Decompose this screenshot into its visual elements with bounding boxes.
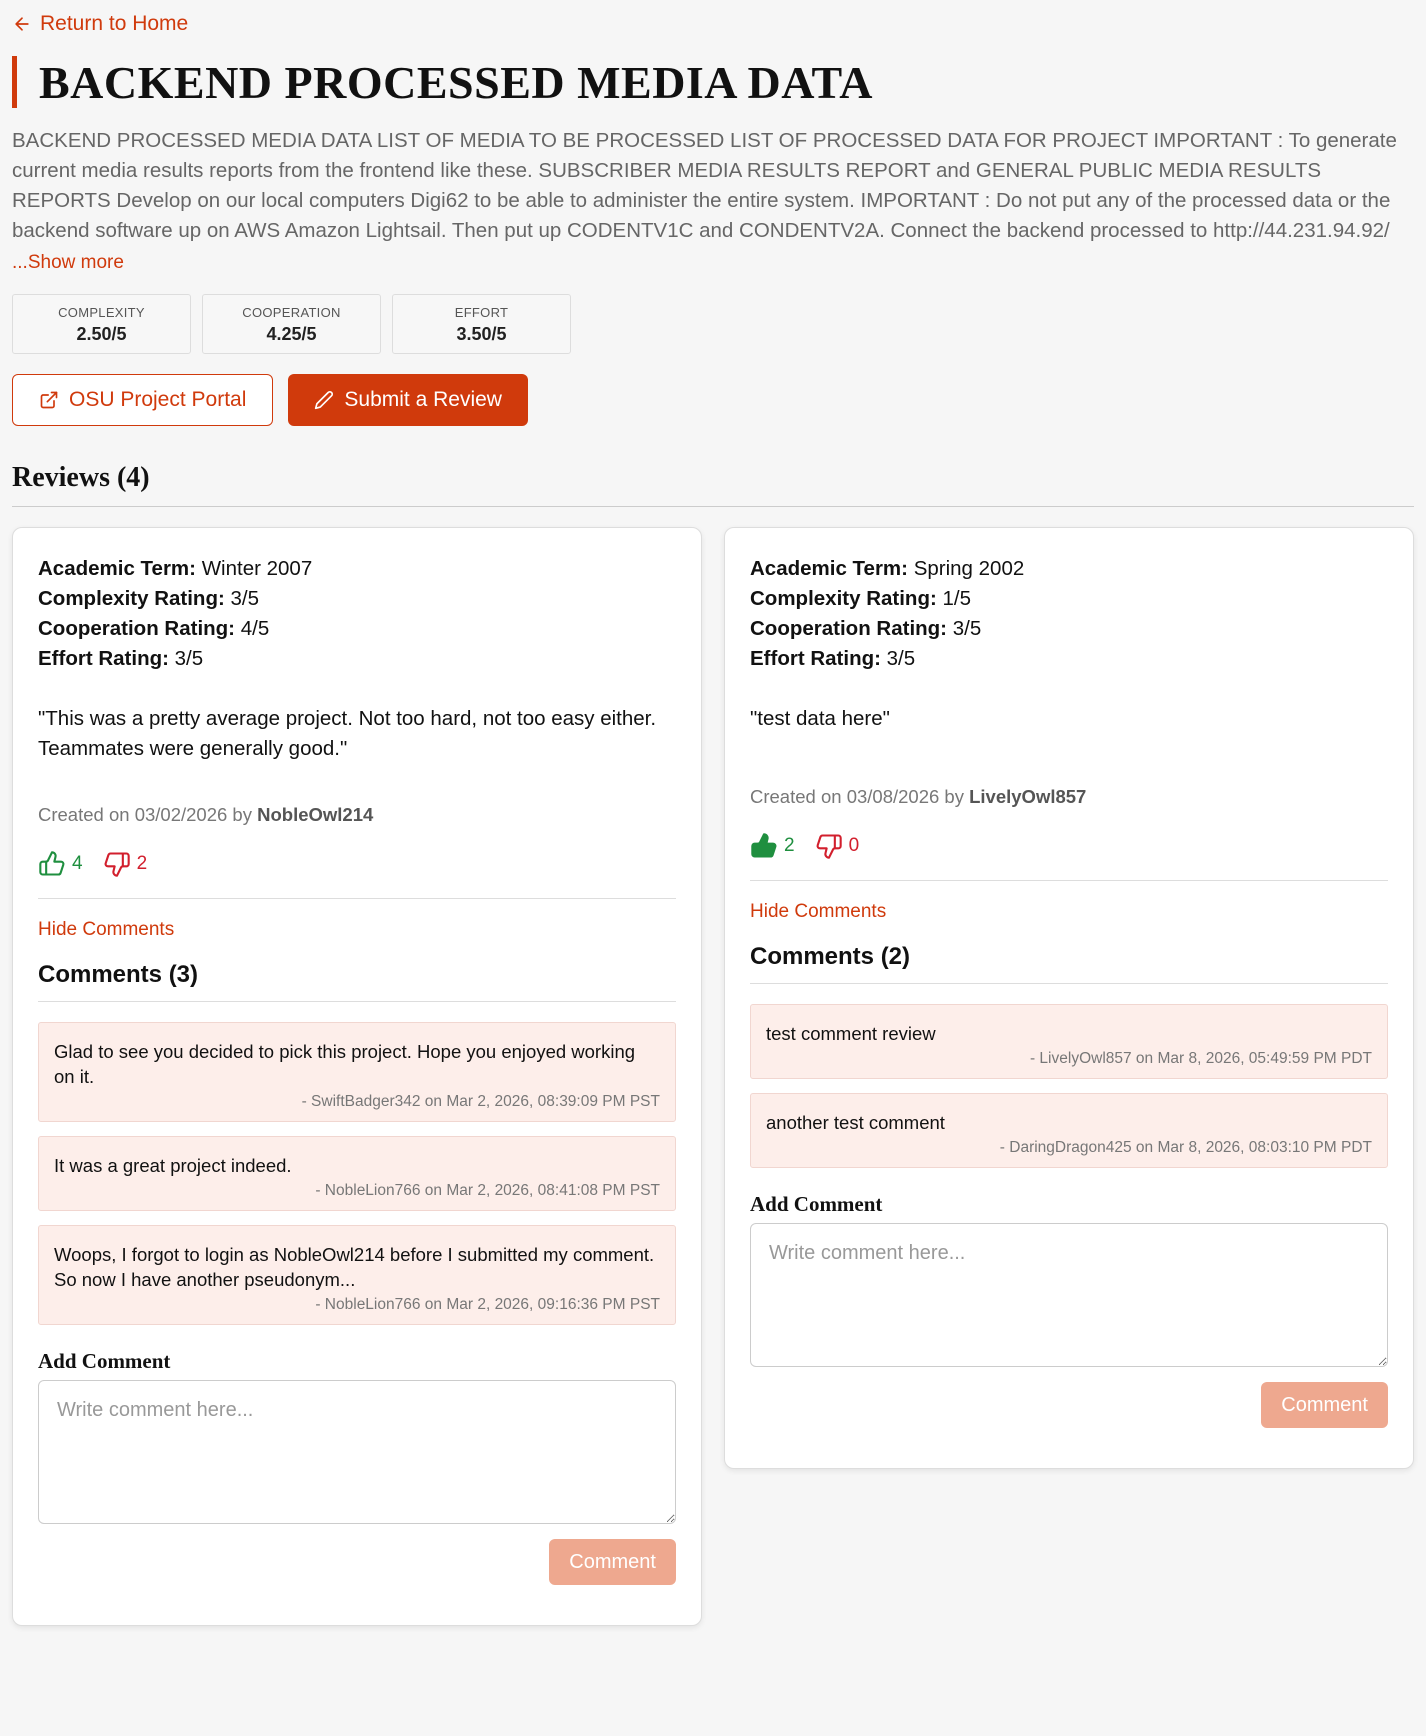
add-comment-heading: Add Comment bbox=[38, 1349, 171, 1373]
academic-term-value: Spring 2002 bbox=[913, 557, 1025, 580]
return-home-label: Return to Home bbox=[40, 12, 189, 35]
osu-project-portal-label: OSU Project Portal bbox=[69, 388, 247, 411]
complexity-line bbox=[38, 584, 676, 614]
academic-term-value: Winter 2007 bbox=[201, 557, 313, 580]
submit-review-button[interactable] bbox=[288, 374, 528, 426]
comment-text: another test comment bbox=[766, 1112, 945, 1133]
external-link-icon bbox=[39, 390, 59, 410]
thumbs-up-icon bbox=[38, 850, 66, 878]
academic-term-line bbox=[38, 554, 676, 584]
divider bbox=[750, 880, 1388, 881]
upvote-button[interactable] bbox=[38, 850, 83, 878]
created-line bbox=[38, 804, 676, 826]
review-text: "test data here" bbox=[750, 707, 890, 730]
review-card bbox=[724, 527, 1414, 1469]
upvote-count: 2 bbox=[784, 835, 795, 856]
submit-review-label: Submit a Review bbox=[344, 388, 502, 411]
created-by: by bbox=[944, 786, 964, 807]
upvote-count: 4 bbox=[72, 853, 83, 874]
review-card bbox=[12, 527, 702, 1626]
vote-row bbox=[38, 850, 676, 878]
stat-value: 4.25/5 bbox=[266, 324, 317, 344]
downvote-button[interactable] bbox=[815, 832, 860, 860]
stat-complexity bbox=[12, 294, 191, 354]
divider bbox=[38, 898, 676, 899]
comment-submit-button[interactable]: Comment bbox=[1261, 1382, 1388, 1428]
effort-line bbox=[38, 644, 676, 674]
created-by: by bbox=[232, 804, 252, 825]
comment-text: Glad to see you decided to pick this project. Hope you enjoyed working on it. bbox=[54, 1041, 636, 1087]
academic-term-label: Academic Term: bbox=[38, 557, 196, 580]
effort-value: 3/5 bbox=[886, 647, 916, 670]
effort-label: Effort Rating: bbox=[38, 647, 169, 670]
osu-project-portal-button[interactable] bbox=[12, 374, 273, 426]
comment-submit-button[interactable]: Comment bbox=[549, 1539, 676, 1585]
arrow-left-icon bbox=[12, 14, 32, 34]
stat-label: COOPERATION bbox=[242, 305, 341, 320]
thumbs-up-filled-icon bbox=[750, 832, 778, 860]
comment-item bbox=[38, 1022, 676, 1122]
upvote-button[interactable] bbox=[750, 832, 795, 860]
stats-row bbox=[12, 294, 1414, 354]
cooperation-line bbox=[750, 614, 1388, 644]
stat-effort bbox=[392, 294, 571, 354]
effort-value: 3/5 bbox=[174, 647, 204, 670]
created-date: 03/02/2026 bbox=[134, 804, 228, 825]
hide-comments-link[interactable]: Hide Comments bbox=[38, 919, 175, 940]
comment-text: Woops, I forgot to login as NobleOwl214 before I submitted my comment. So now I have another pseudonym... bbox=[54, 1244, 655, 1290]
downvote-count: 0 bbox=[848, 835, 860, 856]
comment-text: It was a great project indeed. bbox=[54, 1155, 292, 1176]
page-title: BACKEND PROCESSED MEDIA DATA bbox=[39, 56, 874, 108]
effort-line bbox=[750, 644, 1388, 674]
comment-button-row bbox=[750, 1382, 1388, 1428]
comment-meta: - SwiftBadger342 on Mar 2, 2026, 08:39:09 PM PST bbox=[301, 1093, 660, 1110]
complexity-line bbox=[750, 584, 1388, 614]
effort-label: Effort Rating: bbox=[750, 647, 881, 670]
comment-button-row bbox=[38, 1539, 676, 1585]
comment-item bbox=[750, 1093, 1388, 1168]
cooperation-value: 4/5 bbox=[240, 617, 270, 640]
cooperation-label: Cooperation Rating: bbox=[750, 617, 948, 640]
comment-meta: - NobleLion766 on Mar 2, 2026, 08:41:08 PM PST bbox=[315, 1182, 660, 1199]
comment-meta: - NobleLion766 on Mar 2, 2026, 09:16:36 PM PST bbox=[315, 1296, 660, 1313]
created-line bbox=[750, 786, 1388, 808]
downvote-count: 2 bbox=[136, 853, 148, 874]
complexity-value: 3/5 bbox=[230, 587, 259, 610]
comment-item bbox=[38, 1225, 676, 1325]
created-prefix: Created on bbox=[750, 786, 842, 807]
stat-cooperation bbox=[202, 294, 381, 354]
stat-value: 3.50/5 bbox=[456, 324, 507, 344]
academic-term-label: Academic Term: bbox=[750, 557, 908, 580]
review-cards bbox=[12, 527, 1414, 1626]
vote-row bbox=[750, 832, 1388, 860]
thumbs-down-icon bbox=[103, 850, 131, 878]
return-home-link[interactable] bbox=[12, 8, 188, 40]
comments-heading: Comments (2) bbox=[750, 943, 1388, 984]
reviews-heading: Reviews (4) bbox=[12, 462, 1414, 507]
stat-label: EFFORT bbox=[454, 305, 509, 320]
action-buttons bbox=[12, 374, 1414, 426]
comments-heading: Comments (3) bbox=[38, 961, 676, 1002]
comment-text: test comment review bbox=[766, 1023, 936, 1044]
show-more-link[interactable]: ...Show more bbox=[12, 252, 124, 273]
review-text: "This was a pretty average project. Not too hard, not too easy either. Teammates were generally good." bbox=[38, 707, 657, 760]
review-author: NobleOwl214 bbox=[257, 804, 374, 825]
stat-value: 2.50/5 bbox=[76, 324, 127, 344]
stat-label: COMPLEXITY bbox=[58, 305, 145, 320]
thumbs-down-icon bbox=[815, 832, 843, 860]
pencil-icon bbox=[314, 390, 334, 410]
created-prefix: Created on bbox=[38, 804, 130, 825]
academic-term-line bbox=[750, 554, 1388, 584]
downvote-button[interactable] bbox=[103, 850, 148, 878]
review-author: LivelyOwl857 bbox=[969, 786, 1087, 807]
add-comment-heading: Add Comment bbox=[750, 1192, 883, 1216]
comment-meta: - LivelyOwl857 on Mar 8, 2026, 05:49:59 PM PDT bbox=[1029, 1050, 1372, 1067]
project-description: BACKEND PROCESSED MEDIA DATA LIST OF MEDIA TO BE PROCESSED LIST OF PROCESSED DATA FOR PROJECT IMPORTANT : To generate current media results reports from the frontend like these. SUBSCRIBER MEDIA RESULTS REPORT and GENERAL PUBLIC MEDIA RESULTS REPORTS Develop on our local computers Digi62 to be able to administer the entire system. IMPORTANT : Do not put any of the processed data or the backend software up on AWS Amazon Lightsail. Then put up CODENTV1C and CONDENTV2A. Connect the backend processed to http://44.231.94.92/ bbox=[12, 129, 1397, 242]
hide-comments-link[interactable]: Hide Comments bbox=[750, 901, 887, 922]
comment-input[interactable] bbox=[750, 1223, 1388, 1367]
complexity-label: Complexity Rating: bbox=[38, 587, 225, 610]
cooperation-line bbox=[38, 614, 676, 644]
complexity-label: Complexity Rating: bbox=[750, 587, 937, 610]
comment-item bbox=[38, 1136, 676, 1211]
complexity-value: 1/5 bbox=[942, 587, 971, 610]
created-date: 03/08/2026 bbox=[846, 786, 940, 807]
cooperation-value: 3/5 bbox=[952, 617, 982, 640]
comment-item bbox=[750, 1004, 1388, 1079]
cooperation-label: Cooperation Rating: bbox=[38, 617, 236, 640]
comment-input[interactable] bbox=[38, 1380, 676, 1524]
page-title-wrap bbox=[12, 56, 1414, 108]
comment-meta: - DaringDragon425 on Mar 8, 2026, 08:03:10 PM PDT bbox=[999, 1139, 1372, 1156]
